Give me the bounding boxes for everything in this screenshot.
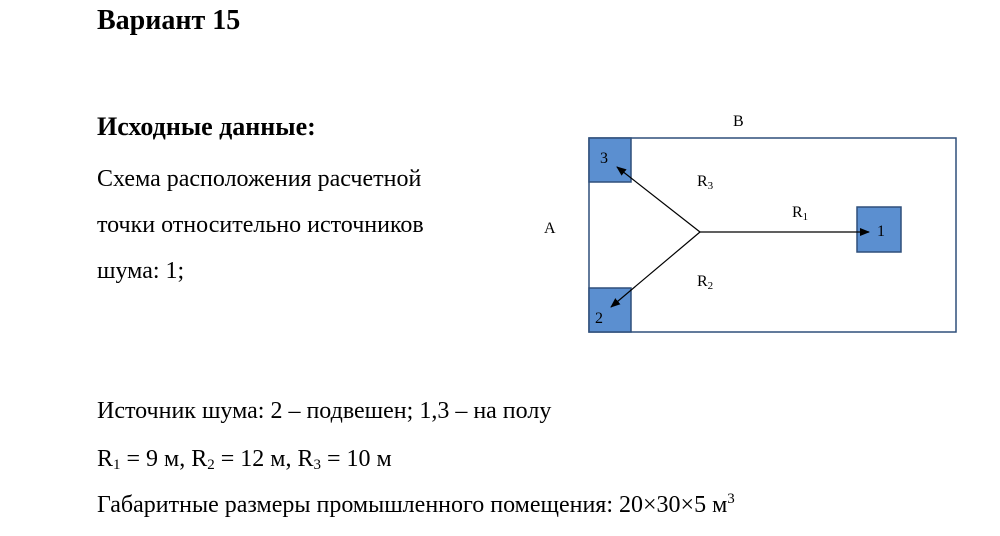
- description-line-2: точки относительно источников: [97, 212, 424, 238]
- source-3-label: 3: [600, 150, 608, 167]
- source-3-box: [589, 138, 631, 182]
- wall-a-label: A: [544, 220, 556, 237]
- initial-data-heading: Исходные данные:: [97, 112, 316, 141]
- r3-arrow: [617, 167, 700, 232]
- description-line-1: Схема расположения расчетной: [97, 166, 422, 192]
- radii-line: $R_1 = 9$ м, $R_2 = 12$ м, $R_3 = 10$ м: [97, 446, 392, 473]
- description-line-3: шума: 1;: [97, 258, 185, 284]
- noise-source-line: Источник шума: 2 – подвешен; 1,3 – на полу: [97, 398, 552, 424]
- source-2-label: 2: [595, 310, 603, 327]
- room-dimensions-line: Габаритные размеры промышленного помещения: 20×30×5 $м^3$: [97, 491, 735, 518]
- r2-arrow: [611, 232, 700, 307]
- source-1-label: 1: [877, 223, 885, 240]
- wall-b-label: B: [733, 113, 744, 130]
- r1-label: R1: [792, 204, 809, 223]
- r2-label: R2: [697, 273, 714, 292]
- r3-label: R3: [697, 173, 714, 192]
- variant-title: Вариант 15: [97, 5, 241, 36]
